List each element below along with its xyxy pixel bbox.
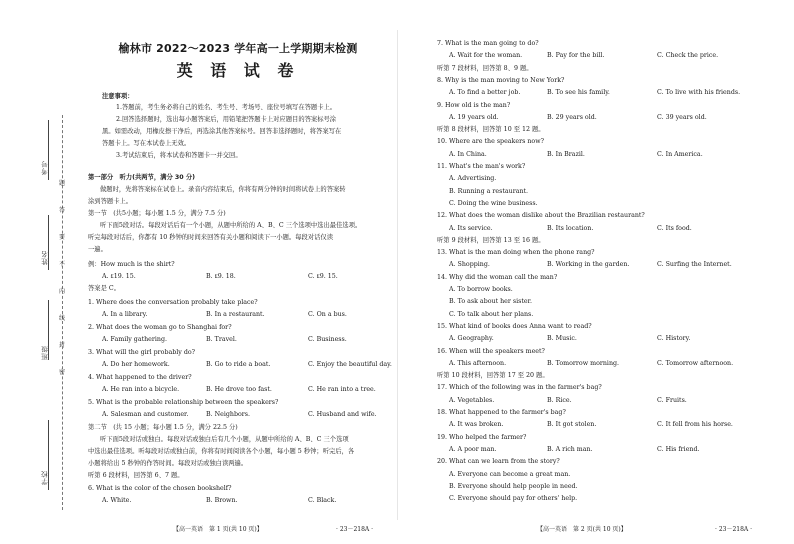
example-question: 例：How much is the shirt? <box>88 261 175 268</box>
section2-intro: 中选出最佳选项。听每段对话或独白前，你将有时间阅读各个小题，每小题 5 秒钟；听完后，各 <box>88 448 355 455</box>
school-label: 学校 <box>41 470 49 485</box>
option[interactable]: B. Music. <box>547 335 577 343</box>
option[interactable]: A. Its service. <box>449 224 493 232</box>
question: 16. When will the speakers meet? <box>437 347 545 355</box>
page-footer-label: 【高一英语 第 2 页(共 10 页)】 <box>537 526 627 533</box>
option[interactable]: B. In Brazil. <box>547 150 585 158</box>
option[interactable]: B. In a restaurant. <box>206 311 265 318</box>
section2-heading: 第二节 (共 15 小题；每小题 1.5 分，满分 22.5 分) <box>88 424 238 431</box>
option[interactable]: A. This afternoon. <box>449 359 507 367</box>
page-2 <box>397 0 794 544</box>
part1-heading: 第一部分 听力(共两节，满分 30 分) <box>88 174 196 181</box>
option[interactable]: C. Tomorrow afternoon. <box>657 359 734 367</box>
question: 17. Which of the following was in the farmer's bag? <box>437 384 602 392</box>
listening-note: 听第 7 段材料，回答第 8、9 题。 <box>437 64 533 72</box>
question: 8. Why is the man moving to New York? <box>437 76 565 84</box>
listening-note: 听第 8 段材料，回答第 10 至 12 题。 <box>437 126 545 134</box>
option[interactable]: C. Husband and wife. <box>308 411 377 418</box>
option[interactable]: C. To talk about her plans. <box>449 310 534 318</box>
option[interactable]: C. Enjoy the beautiful day. <box>308 361 392 368</box>
part1-intro: 做题时，先将答案标在试卷上。录音内容结束后，你将有两分钟的时间将试卷上的答案转 <box>100 186 346 193</box>
option[interactable]: A. In China. <box>449 150 487 158</box>
option[interactable]: B. Its location. <box>547 224 594 232</box>
section1-intro: 一遍。 <box>88 246 107 253</box>
option[interactable]: A. Vegetables. <box>449 396 495 404</box>
option[interactable]: B. Rice. <box>547 396 572 404</box>
option[interactable]: B. To see his family. <box>547 89 610 97</box>
question: 6. What is the color of the chosen bookshelf? <box>88 485 232 492</box>
option[interactable]: A. To borrow books. <box>449 286 513 293</box>
seal-char: 答 <box>59 207 66 214</box>
option[interactable]: B. Everyone should help people in need. <box>449 482 578 490</box>
option[interactable]: A. Salesman and customer. <box>102 411 189 418</box>
option[interactable]: B. A rich man. <box>547 445 593 453</box>
option[interactable]: A. Family gathering. <box>102 336 168 343</box>
option[interactable]: B. He drove too fast. <box>206 386 272 393</box>
option[interactable]: C. Its food. <box>657 224 692 232</box>
question: 11. What's the man's work? <box>437 163 526 170</box>
option[interactable]: B. Brown. <box>206 497 238 504</box>
option[interactable]: A. Geography. <box>449 335 494 343</box>
option[interactable]: C. On a bus. <box>308 311 347 318</box>
example-option: B. ₤9. 18. <box>206 273 236 280</box>
question: 7. What is the man going to do? <box>437 40 539 47</box>
question: 2. What does the woman go to Shanghai for? <box>88 324 232 331</box>
seal-char: 内 <box>59 288 66 295</box>
question: 4. What happened to the driver? <box>88 374 192 381</box>
question: 14. Why did the woman call the man? <box>437 273 558 281</box>
option[interactable]: A. Advertising. <box>449 175 497 183</box>
question: 3. What will the girl probably do? <box>88 349 196 356</box>
exam-subtitle: 英 语 试 卷 <box>176 61 300 80</box>
section1-heading: 第一节 (共5小题；每小题 1.5 分，满分 7.5 分) <box>88 210 226 217</box>
section2-intro: 听第 6 段材料，回答第 6、7 题。 <box>88 472 184 479</box>
seal-char: 题 <box>59 180 66 187</box>
example-option: C. ₤9. 15. <box>308 273 338 280</box>
exam-no-label: 考号 <box>41 160 49 175</box>
option[interactable]: C. Everyone should pay for others' help. <box>449 495 578 503</box>
question: 1. Where does the conversation probably take place? <box>88 299 258 306</box>
option[interactable]: C. Black. <box>308 497 337 504</box>
page-footer-code: · 23－218A · <box>336 526 374 533</box>
option[interactable]: C. 39 years old. <box>657 113 707 121</box>
section2-intro: 小题将给出 5 秒钟的作答时间。每段对话或独白读两遍。 <box>88 460 248 467</box>
option[interactable]: A. 19 years old. <box>449 113 499 121</box>
question: 20. What can we learn from the story? <box>437 458 560 466</box>
option[interactable]: C. Surfing the Internet. <box>657 261 732 269</box>
option[interactable]: A. He ran into a bicycle. <box>102 386 180 393</box>
example-option: A. ₤19. 15. <box>102 273 136 280</box>
seal-char: 封 <box>59 342 66 349</box>
binding-margin <box>0 0 76 544</box>
option[interactable]: B. Running a restaurant. <box>449 187 529 195</box>
option[interactable]: A. In a library. <box>102 311 148 318</box>
class-label: 班级 <box>41 345 49 360</box>
question: 15. What kind of books does Anna want to read? <box>437 322 592 330</box>
exam-title: 榆林市 2022～2023 学年高一上学期期末检测 <box>118 42 358 55</box>
option[interactable]: C. It fell from his horse. <box>657 421 733 429</box>
option[interactable]: B. Travel. <box>206 336 237 343</box>
page-footer-code: · 23－218A · <box>715 526 753 533</box>
option[interactable]: A. Everyone can become a great man. <box>449 470 571 478</box>
option[interactable]: C. In America. <box>657 150 703 158</box>
school-field[interactable] <box>48 420 49 490</box>
notice-line: 1.答题前，考生务必将自己的姓名、考生号、考场号、座位号填写在答题卡上。 <box>116 104 337 111</box>
option[interactable]: C. He ran into a tree. <box>308 386 376 393</box>
section1-intro: 听下面5段对话。每段对话后有一个小题，从题中所给的 A、B、C 三个选项中选出最佳选项。 <box>100 222 362 229</box>
option[interactable]: B. Neighbors. <box>206 411 251 418</box>
option[interactable]: B. To ask about her sister. <box>449 298 532 306</box>
question: 12. What does the woman dislike about the Brazilian restaurant? <box>437 212 645 220</box>
question: 5. What is the probable relationship between the speakers? <box>88 399 279 406</box>
question: 10. Where are the speakers now? <box>437 138 544 146</box>
notice-line: 2.回答选择题时，选出每小题答案后，用铅笔把答题卡上对应题目的答案标号涂 <box>116 116 337 123</box>
listening-note: 听第 10 段材料，回答第 17 至 20 题。 <box>437 372 549 380</box>
listening-note: 听第 9 段材料，回答第 13 至 16 题。 <box>437 236 545 244</box>
option[interactable]: C. His friend. <box>657 445 700 453</box>
option[interactable]: A. White. <box>102 497 132 504</box>
option[interactable]: B. Tomorrow morning. <box>547 359 620 367</box>
page-footer-label: 【高一英语 第 1 页(共 10 页)】 <box>173 526 263 533</box>
exam-no-field[interactable] <box>48 120 49 180</box>
question: 9. How old is the man? <box>437 101 511 109</box>
notice-line: 黑。如需改动，用橡皮擦干净后，再选涂其他答案标号。回答非选择题时，将答案写在 <box>102 128 342 135</box>
seal-char: 不 <box>59 261 66 268</box>
option[interactable]: B. Pay for the bill. <box>547 52 605 60</box>
notice-line: 3.考试结束后，将本试卷和答题卡一并交回。 <box>116 152 242 159</box>
question: 19. Who helped the farmer? <box>437 433 527 441</box>
option[interactable]: A. It was broken. <box>449 421 504 429</box>
option[interactable]: C. To live with his friends. <box>657 89 741 97</box>
option[interactable]: C. Doing the wine business. <box>449 199 538 207</box>
option[interactable]: B. It got stolen. <box>547 421 597 429</box>
example-answer: 答案是 C。 <box>88 285 121 292</box>
notice-heading: 注意事项： <box>102 93 134 100</box>
option[interactable]: B. Working in the garden. <box>547 261 630 269</box>
notice-line: 答题卡上。写在本试卷上无效。 <box>102 140 191 147</box>
part1-intro: 涂到答题卡上。 <box>88 198 133 205</box>
option[interactable]: B. 29 years old. <box>547 113 597 121</box>
option[interactable]: A. A poor man. <box>449 445 497 453</box>
option[interactable]: C. Business. <box>308 336 347 343</box>
name-field[interactable] <box>48 215 49 270</box>
option[interactable]: A. Wait for the woman. <box>449 52 523 60</box>
seal-char: 要 <box>59 234 66 241</box>
section1-intro: 听完每段对话后，你都有 10 秒钟的时间来回答有关小题和阅读下一小题。每段对话仅读 <box>88 234 334 241</box>
option[interactable]: A. To find a better job. <box>449 89 521 97</box>
option[interactable]: A. Do her homework. <box>102 361 170 368</box>
option[interactable]: B. Go to ride a boat. <box>206 361 271 368</box>
seal-char: 密 <box>59 369 66 376</box>
class-field[interactable] <box>48 300 49 360</box>
option[interactable]: C. Fruits. <box>657 396 687 404</box>
option[interactable]: C. Check the price. <box>657 52 719 60</box>
option[interactable]: A. Shopping. <box>449 261 490 269</box>
question: 18. What happened to the farmer's bag? <box>437 409 566 416</box>
seal-char: 线 <box>59 315 66 322</box>
name-label: 姓名 <box>41 250 49 265</box>
question: 13. What is the man doing when the phone rang? <box>437 249 595 257</box>
option[interactable]: C. History. <box>657 335 691 343</box>
section2-intro: 听下面5段对话或独白。每段对话或独白后有几个小题，从题中所给的 A、B、C 三个选项 <box>100 436 349 443</box>
